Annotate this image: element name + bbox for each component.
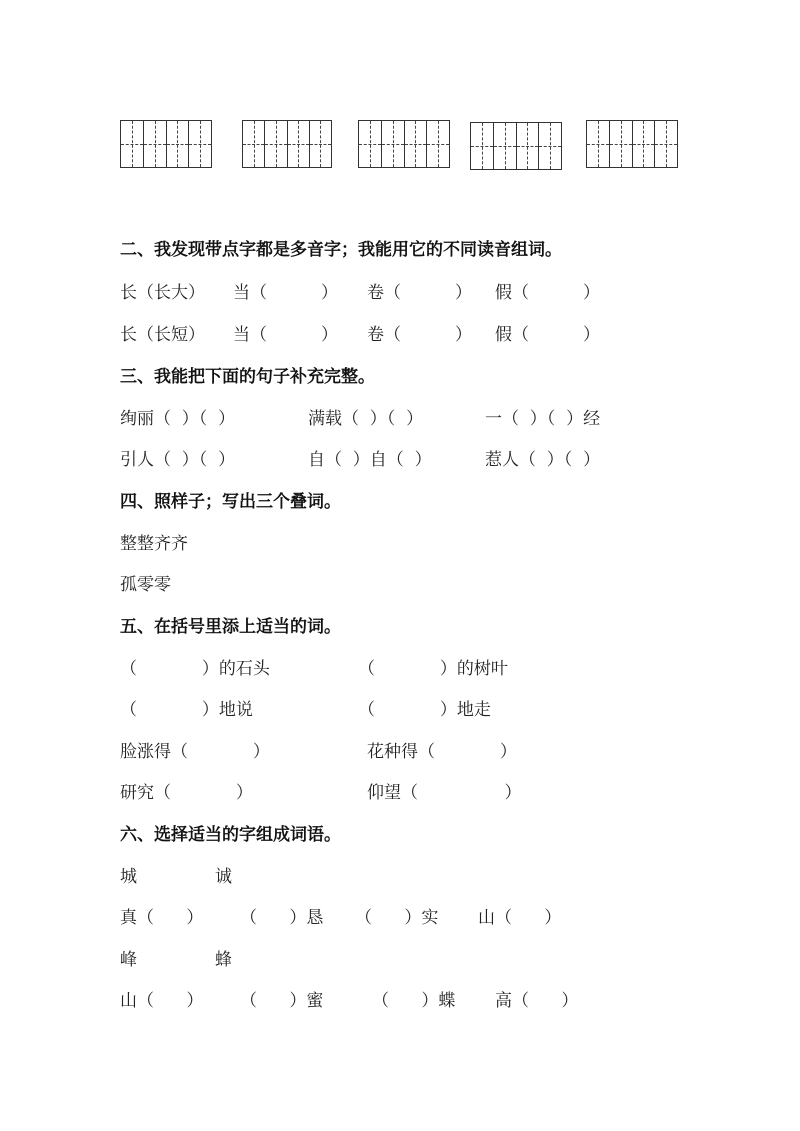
tianzige-cell: [189, 121, 211, 167]
section-2-heading: 二、我发现带点字都是多音字；我能用它的不同读音组词。: [120, 240, 562, 260]
s5-row4-item: 仰望（ ）: [367, 783, 522, 803]
tianzige-cell: [517, 123, 540, 169]
tianzige-grid-4: [470, 122, 562, 170]
s2-row2-item: 当（ ）: [233, 325, 339, 345]
tianzige-cell: [121, 121, 144, 167]
s3-row2-item: 自（ ）自（ ）: [308, 450, 432, 470]
tianzige-cell: [382, 121, 405, 167]
s3-row1-item: 一（ ）（ ）经: [485, 409, 601, 429]
s2-row1-item: 假（ ）: [495, 283, 601, 303]
s6-char-option: 诚: [215, 867, 232, 887]
tianzige-cell: [265, 121, 287, 167]
s6-row1-item: （ ）实: [355, 908, 439, 928]
tianzige-cell: [610, 121, 633, 167]
s3-row2-item: 惹人（ ）（ ）: [485, 450, 601, 470]
s6-char-option: 城: [120, 867, 137, 887]
s2-row2-item: 长（长短）: [120, 325, 205, 345]
s6-row2-item: 高（ ）: [495, 991, 579, 1011]
s2-row2-item: 假（ ）: [495, 325, 601, 345]
tianzige-grid-1: [120, 120, 212, 168]
section-6-heading: 六、选择适当的字组成词语。: [120, 825, 341, 845]
s3-row1-item: 满载（ ）（ ）: [308, 409, 424, 429]
tianzige-grid-3: [358, 120, 450, 168]
s6-row1-item: 山（ ）: [478, 908, 562, 928]
s5-row2-item: （ ）地说: [120, 700, 253, 720]
tianzige-cell: [288, 121, 310, 167]
s4-example-2: 孤零零: [120, 575, 171, 595]
s5-row1-item: （ ）的树叶: [358, 659, 508, 679]
section-5-heading: 五、在括号里添上适当的词。: [120, 617, 341, 637]
tianzige-grid-2: [242, 120, 332, 168]
s5-row2-item: （ ）地走: [358, 700, 491, 720]
tianzige-cell: [310, 121, 331, 167]
tianzige-cell: [494, 123, 517, 169]
s6-char-option: 峰: [120, 950, 137, 970]
tianzige-cell: [405, 121, 428, 167]
tianzige-cell: [427, 121, 449, 167]
s6-row1-item: （ ）恳: [240, 908, 324, 928]
s2-row1-item: 长（长大）: [120, 283, 205, 303]
s6-char-option: 蜂: [215, 950, 232, 970]
s5-row3-item: 脸涨得（ ）: [120, 742, 270, 762]
tianzige-cell: [655, 121, 677, 167]
s5-row4-item: 研究（ ）: [120, 783, 253, 803]
section-4-heading: 四、照样子；写出三个叠词。: [120, 492, 341, 512]
s6-row2-item: 山（ ）: [120, 991, 204, 1011]
s6-row1-item: 真（ ）: [120, 908, 204, 928]
tianzige-cell: [144, 121, 167, 167]
tianzige-cell: [359, 121, 382, 167]
s2-row2-item: 卷（ ）: [367, 325, 473, 345]
s3-row1-item: 绚丽（ ）（ ）: [120, 409, 236, 429]
section-3-heading: 三、我能把下面的句子补充完整。: [120, 367, 375, 387]
tianzige-cell: [167, 121, 190, 167]
tianzige-cell: [633, 121, 656, 167]
tianzige-cell: [587, 121, 610, 167]
tianzige-grid-5: [586, 120, 678, 168]
s6-row2-item: （ ）蝶: [372, 991, 456, 1011]
tianzige-cell: [471, 123, 494, 169]
tianzige-cell: [243, 121, 265, 167]
tianzige-cell: [539, 123, 561, 169]
s5-row3-item: 花种得（ ）: [367, 742, 517, 762]
s4-example-1: 整整齐齐: [120, 534, 188, 554]
s2-row1-item: 当（ ）: [233, 283, 339, 303]
s6-row2-item: （ ）蜜: [240, 991, 324, 1011]
s2-row1-item: 卷（ ）: [367, 283, 473, 303]
s5-row1-item: （ ）的石头: [120, 659, 270, 679]
s3-row2-item: 引人（ ）（ ）: [120, 450, 236, 470]
